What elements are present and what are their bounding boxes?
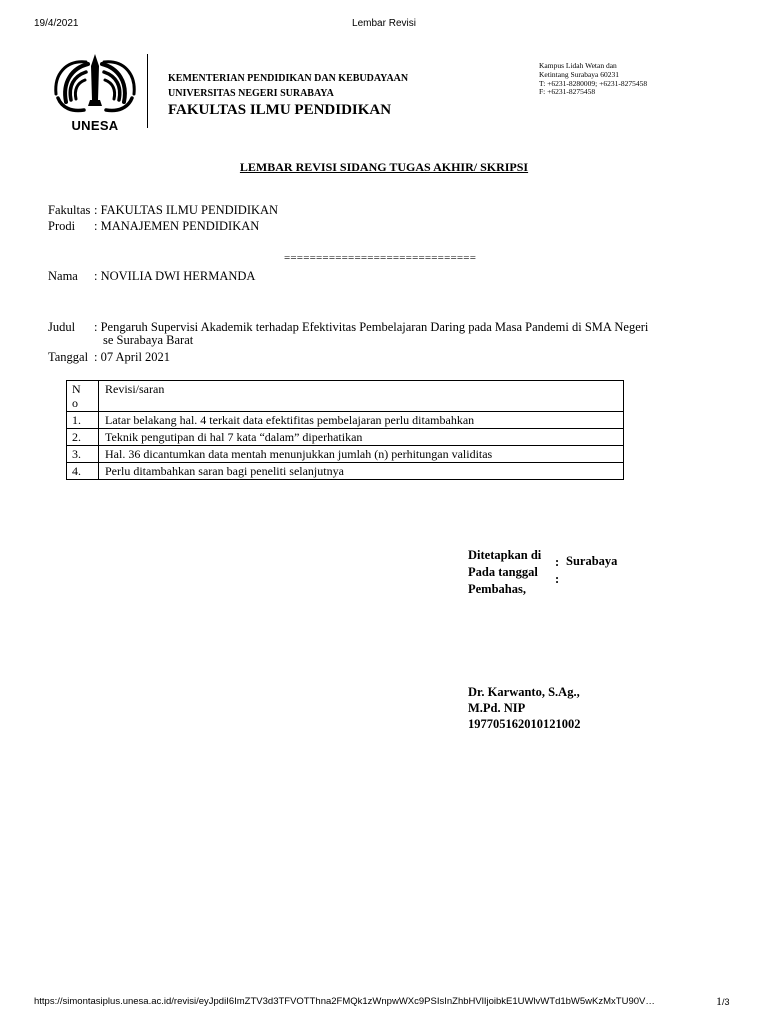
- pada-tanggal-label: Pada tanggal: [468, 565, 538, 579]
- row-number: 2.: [67, 429, 99, 446]
- judul-value: : Pengaruh Supervisi Akademik terhadap Efektivitas Pembelajaran Daring pada Masa Pandemi di SMA Negeri: [94, 320, 649, 334]
- row-number: 1.: [67, 412, 99, 429]
- signer-name: Dr. Karwanto, S.Ag.,: [468, 685, 580, 699]
- unesa-emblem-icon: [52, 52, 138, 118]
- row-number: 4.: [67, 463, 99, 480]
- revision-table: [66, 380, 624, 480]
- fakultas-label: Fakultas: [48, 203, 91, 217]
- tanggal-label: Tanggal: [48, 350, 89, 364]
- print-date: 19/4/2021: [34, 18, 79, 29]
- prodi-label: Prodi: [48, 219, 76, 233]
- page-total: /3: [722, 997, 730, 1007]
- prodi-value: : MANAJEMEN PENDIDIKAN: [94, 219, 260, 233]
- table-row: [67, 463, 624, 480]
- page-current: 1: [716, 994, 722, 1008]
- ditetapkan-value: Surabaya: [566, 554, 618, 568]
- row-text: Perlu ditambahkan saran bagi peneliti selanjutnya: [99, 463, 624, 480]
- row-text: Latar belakang hal. 4 terkait data efektifitas pembelajaran perlu ditambahkan: [99, 412, 624, 429]
- separator-line: ==============================: [284, 252, 477, 264]
- print-page-title: Lembar Revisi: [352, 18, 416, 29]
- header-no-line1: N: [72, 382, 81, 396]
- address-line-2: Ketintang Surabaya 60231: [539, 70, 619, 79]
- table-header-row: [67, 381, 624, 412]
- logo-wordmark: UNESA: [71, 118, 119, 133]
- pembahas-label: Pembahas,: [468, 582, 526, 596]
- ministry-name: KEMENTERIAN PENDIDIKAN DAN KEBUDAYAAN: [168, 73, 409, 84]
- row-number: 3.: [67, 446, 99, 463]
- table-row: [67, 446, 624, 463]
- pada-tanggal-colon: :: [555, 572, 560, 586]
- page-number: [716, 994, 730, 1009]
- ditetapkan-label: Ditetapkan di: [468, 548, 542, 562]
- unesa-logo: [52, 52, 138, 134]
- nama-value: : NOVILIA DWI HERMANDA: [94, 269, 256, 283]
- signer-nip: 197705162010121002: [468, 717, 581, 731]
- tanggal-value: : 07 April 2021: [94, 350, 171, 364]
- letterhead-divider: [147, 54, 148, 128]
- signer-degree: M.Pd. NIP: [468, 701, 526, 715]
- address-phone: T: +6231-8280009; +6231-8275458: [539, 79, 648, 88]
- header-no-line2: o: [72, 396, 78, 410]
- footer-url: https://simontasiplus.unesa.ac.id/revisi/eyJpdiI6ImZTV3d3TFVOTThna2FMQk1zWnpwWXc9PSIsInZhbHVlIjoibkE1UWlvWTd1bW5wKzMxTU90V…: [34, 996, 655, 1007]
- faculty-name: FAKULTAS ILMU PENDIDIKAN: [168, 102, 392, 118]
- document-title: LEMBAR REVISI SIDANG TUGAS AKHIR/ SKRIPSI: [239, 160, 529, 174]
- header-revisi: Revisi/saran: [99, 381, 624, 412]
- address-fax: F: +6231-8275458: [539, 87, 596, 96]
- row-text: Teknik pengutipan di hal 7 kata “dalam” diperhatikan: [99, 429, 624, 446]
- nama-label: Nama: [48, 269, 78, 283]
- university-name: UNIVERSITAS NEGERI SURABAYA: [168, 88, 334, 99]
- header-no: [67, 381, 99, 412]
- judul-label: Judul: [48, 320, 76, 334]
- ditetapkan-colon: :: [555, 555, 560, 569]
- fakultas-value: : FAKULTAS ILMU PENDIDIKAN: [94, 203, 279, 217]
- row-text: Hal. 36 dicantumkan data mentah menunjukkan jumlah (n) perhitungan validitas: [99, 446, 624, 463]
- table-row: [67, 429, 624, 446]
- address-line-1: Kampus Lidah Wetan dan: [539, 61, 617, 70]
- table-row: [67, 412, 624, 429]
- judul-value-continued: se Surabaya Barat: [103, 333, 194, 347]
